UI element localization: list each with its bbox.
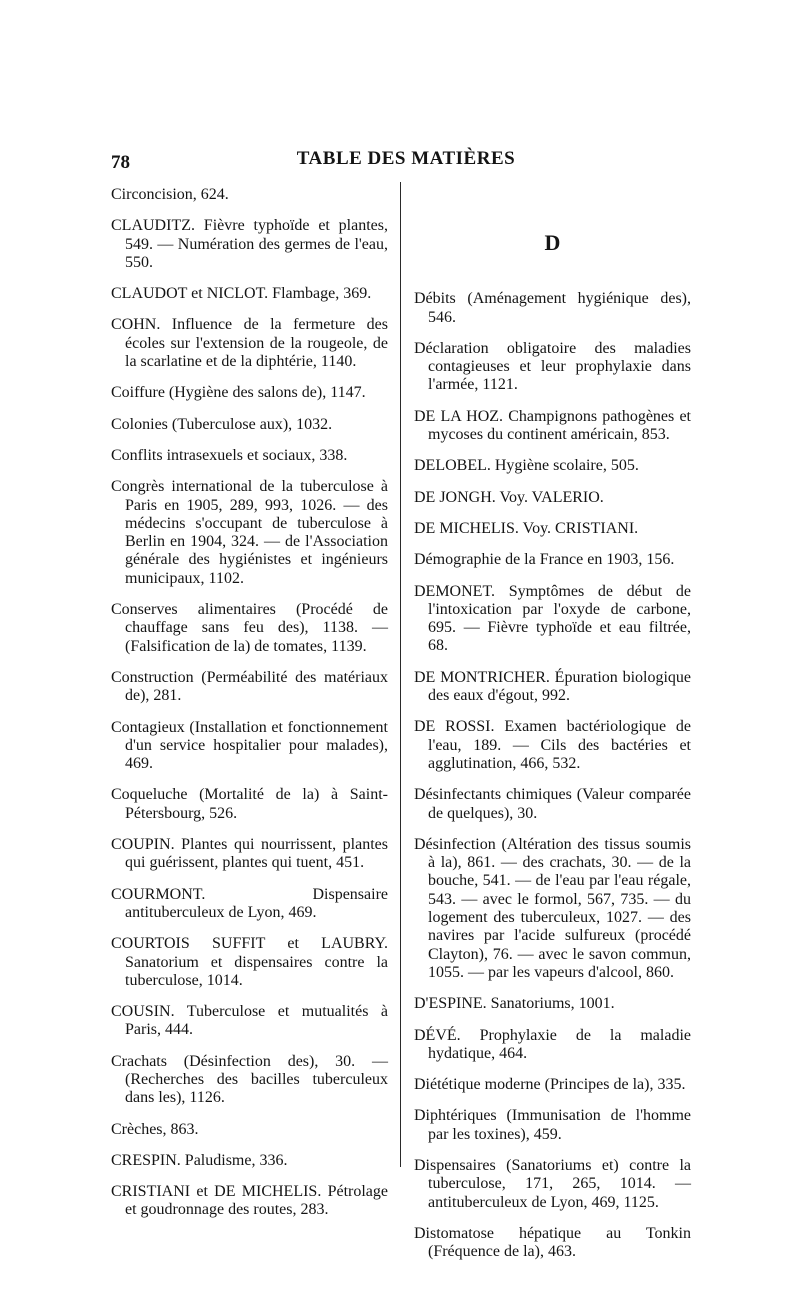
index-entry: Dispensaires (Sanatoriums et) contre la tuberculose, 171, 265, 1014. — antituberculeux de Lyon, 469, 1125.	[414, 1156, 691, 1211]
index-entry: Coiffure (Hygiène des salons de), 1147.	[111, 384, 366, 402]
index-entry: Conflits intrasexuels et sociaux, 338.	[111, 446, 348, 464]
index-entry: Diphtériques (Immunisation de l'homme par les toxines), 459.	[414, 1107, 691, 1143]
index-entry: Coqueluche (Mortalité de la) à Saint-Pétersbourg, 526.	[111, 786, 388, 822]
index-entry: COUPIN. Plantes qui nourrissent, plantes qui guérissent, plantes qui tuent, 451.	[111, 836, 388, 872]
index-entry: DE JONGH. Voy. VALERIO.	[414, 488, 604, 506]
index-entry: Contagieux (Installation et fonctionnement d'un service hospitalier pour malades), 469.	[111, 718, 388, 773]
column-divider	[400, 182, 401, 1167]
index-entry: CRESPIN. Paludisme, 336.	[111, 1151, 288, 1169]
index-entry: Démographie de la France en 1903, 156.	[414, 551, 675, 569]
index-entry: Diététique moderne (Principes de la), 335.	[414, 1076, 686, 1094]
index-entry: DE LA HOZ. Champignons pathogènes et mycoses du continent américain, 853.	[414, 407, 691, 444]
index-entry: Déclaration obligatoire des maladies contagieuses et leur prophylaxie dans l'armée, 1121.	[414, 339, 691, 394]
left-column	[111, 186, 388, 1233]
index-entry: Colonies (Tuberculose aux), 1032.	[111, 415, 333, 433]
index-entry: Crèches, 863.	[111, 1120, 199, 1138]
index-entry: Distomatose hépatique au Tonkin (Fréquence de la), 463.	[414, 1224, 691, 1261]
running-title	[0, 148, 800, 170]
index-entry: COUSIN. Tuberculose et mutualités à Paris, 444.	[111, 1003, 388, 1039]
index-entry: DELOBEL. Hygiène scolaire, 505.	[414, 457, 639, 475]
page-number: 78	[111, 152, 130, 173]
index-entry: Désinfection (Altération des tissus soumis à la), 861. — des crachats, 30. — de la bouche, 541. — de l'eau par l'eau régale, 543. — avec le formol, 567, 735. — du logement des tuberculeux, 1027. — des navires par l'acide sulfureux (procédé Clayton), 76. — avec le savon commun, 1055. — par les vapeurs d'alcool, 860.	[414, 835, 691, 981]
index-entry: Congrès international de la tuberculose à Paris en 1905, 289, 993, 1026. — des médecins s'occupant de tuberculose à Berlin en 1904, 324. — de l'Association générale des hygiénistes et ingénieurs municipaux, 1102.	[111, 478, 388, 587]
index-entry: DEMONET. Symptômes de début de l'intoxication par l'oxyde de carbone, 695. — Fièvre typhoïde et eau filtrée, 68.	[414, 582, 691, 655]
index-entry: COHN. Influence de la fermeture des écoles sur l'extension de la rougeole, de la scarlatine et de la diphtérie, 1140.	[111, 316, 388, 371]
running-title-text: TABLE DES MATIÈRES	[296, 148, 516, 169]
index-entry: Conserves alimentaires (Procédé de chauffage sans feu des), 1138. — (Falsification de la) de tomates, 1139.	[111, 601, 388, 655]
index-entry: DE MICHELIS. Voy. CRISTIANI.	[414, 519, 639, 537]
index-entry: Désinfectants chimiques (Valeur comparée de quelques), 30.	[414, 786, 691, 822]
index-entry: COURTOIS SUFFIT et LAUBRY. Sanatorium et dispensaires contre la tuberculose, 1014.	[111, 935, 388, 989]
index-entry: COURMONT. Dispensaire antituberculeux de Lyon, 469.	[111, 885, 388, 921]
index-entry: CLAUDITZ. Fièvre typhoïde et plantes, 549. — Numération des germes de l'eau, 550.	[111, 217, 388, 271]
right-column	[414, 186, 691, 1274]
index-entry: CLAUDOT et NICLOT. Flambage, 369.	[111, 285, 372, 303]
index-entry: DÉVÉ. Prophylaxie de la maladie hydatique, 464.	[414, 1026, 691, 1062]
index-entry: Crachats (Désinfection des), 30. — (Recherches des bacilles tuberculeux dans les), 1126.	[111, 1052, 388, 1107]
section-letter: D	[544, 230, 561, 255]
index-entry: Débits (Aménagement hygiénique des), 546.	[414, 290, 691, 326]
index-entry: Construction (Perméabilité des matériaux de), 281.	[111, 668, 388, 705]
index-entry: DE ROSSI. Examen bactériologique de l'eau, 189. — Cils des bactéries et agglutination, 466, 532.	[414, 718, 691, 772]
index-entry: D'ESPINE. Sanatoriums, 1001.	[414, 995, 615, 1013]
index-entry: CRISTIANI et DE MICHELIS. Pétrolage et goudronnage des routes, 283.	[111, 1183, 388, 1219]
index-entry: Circoncision, 624.	[111, 186, 229, 203]
index-entry: DE MONTRICHER. Épuration biologique des eaux d'égout, 992.	[414, 668, 691, 705]
